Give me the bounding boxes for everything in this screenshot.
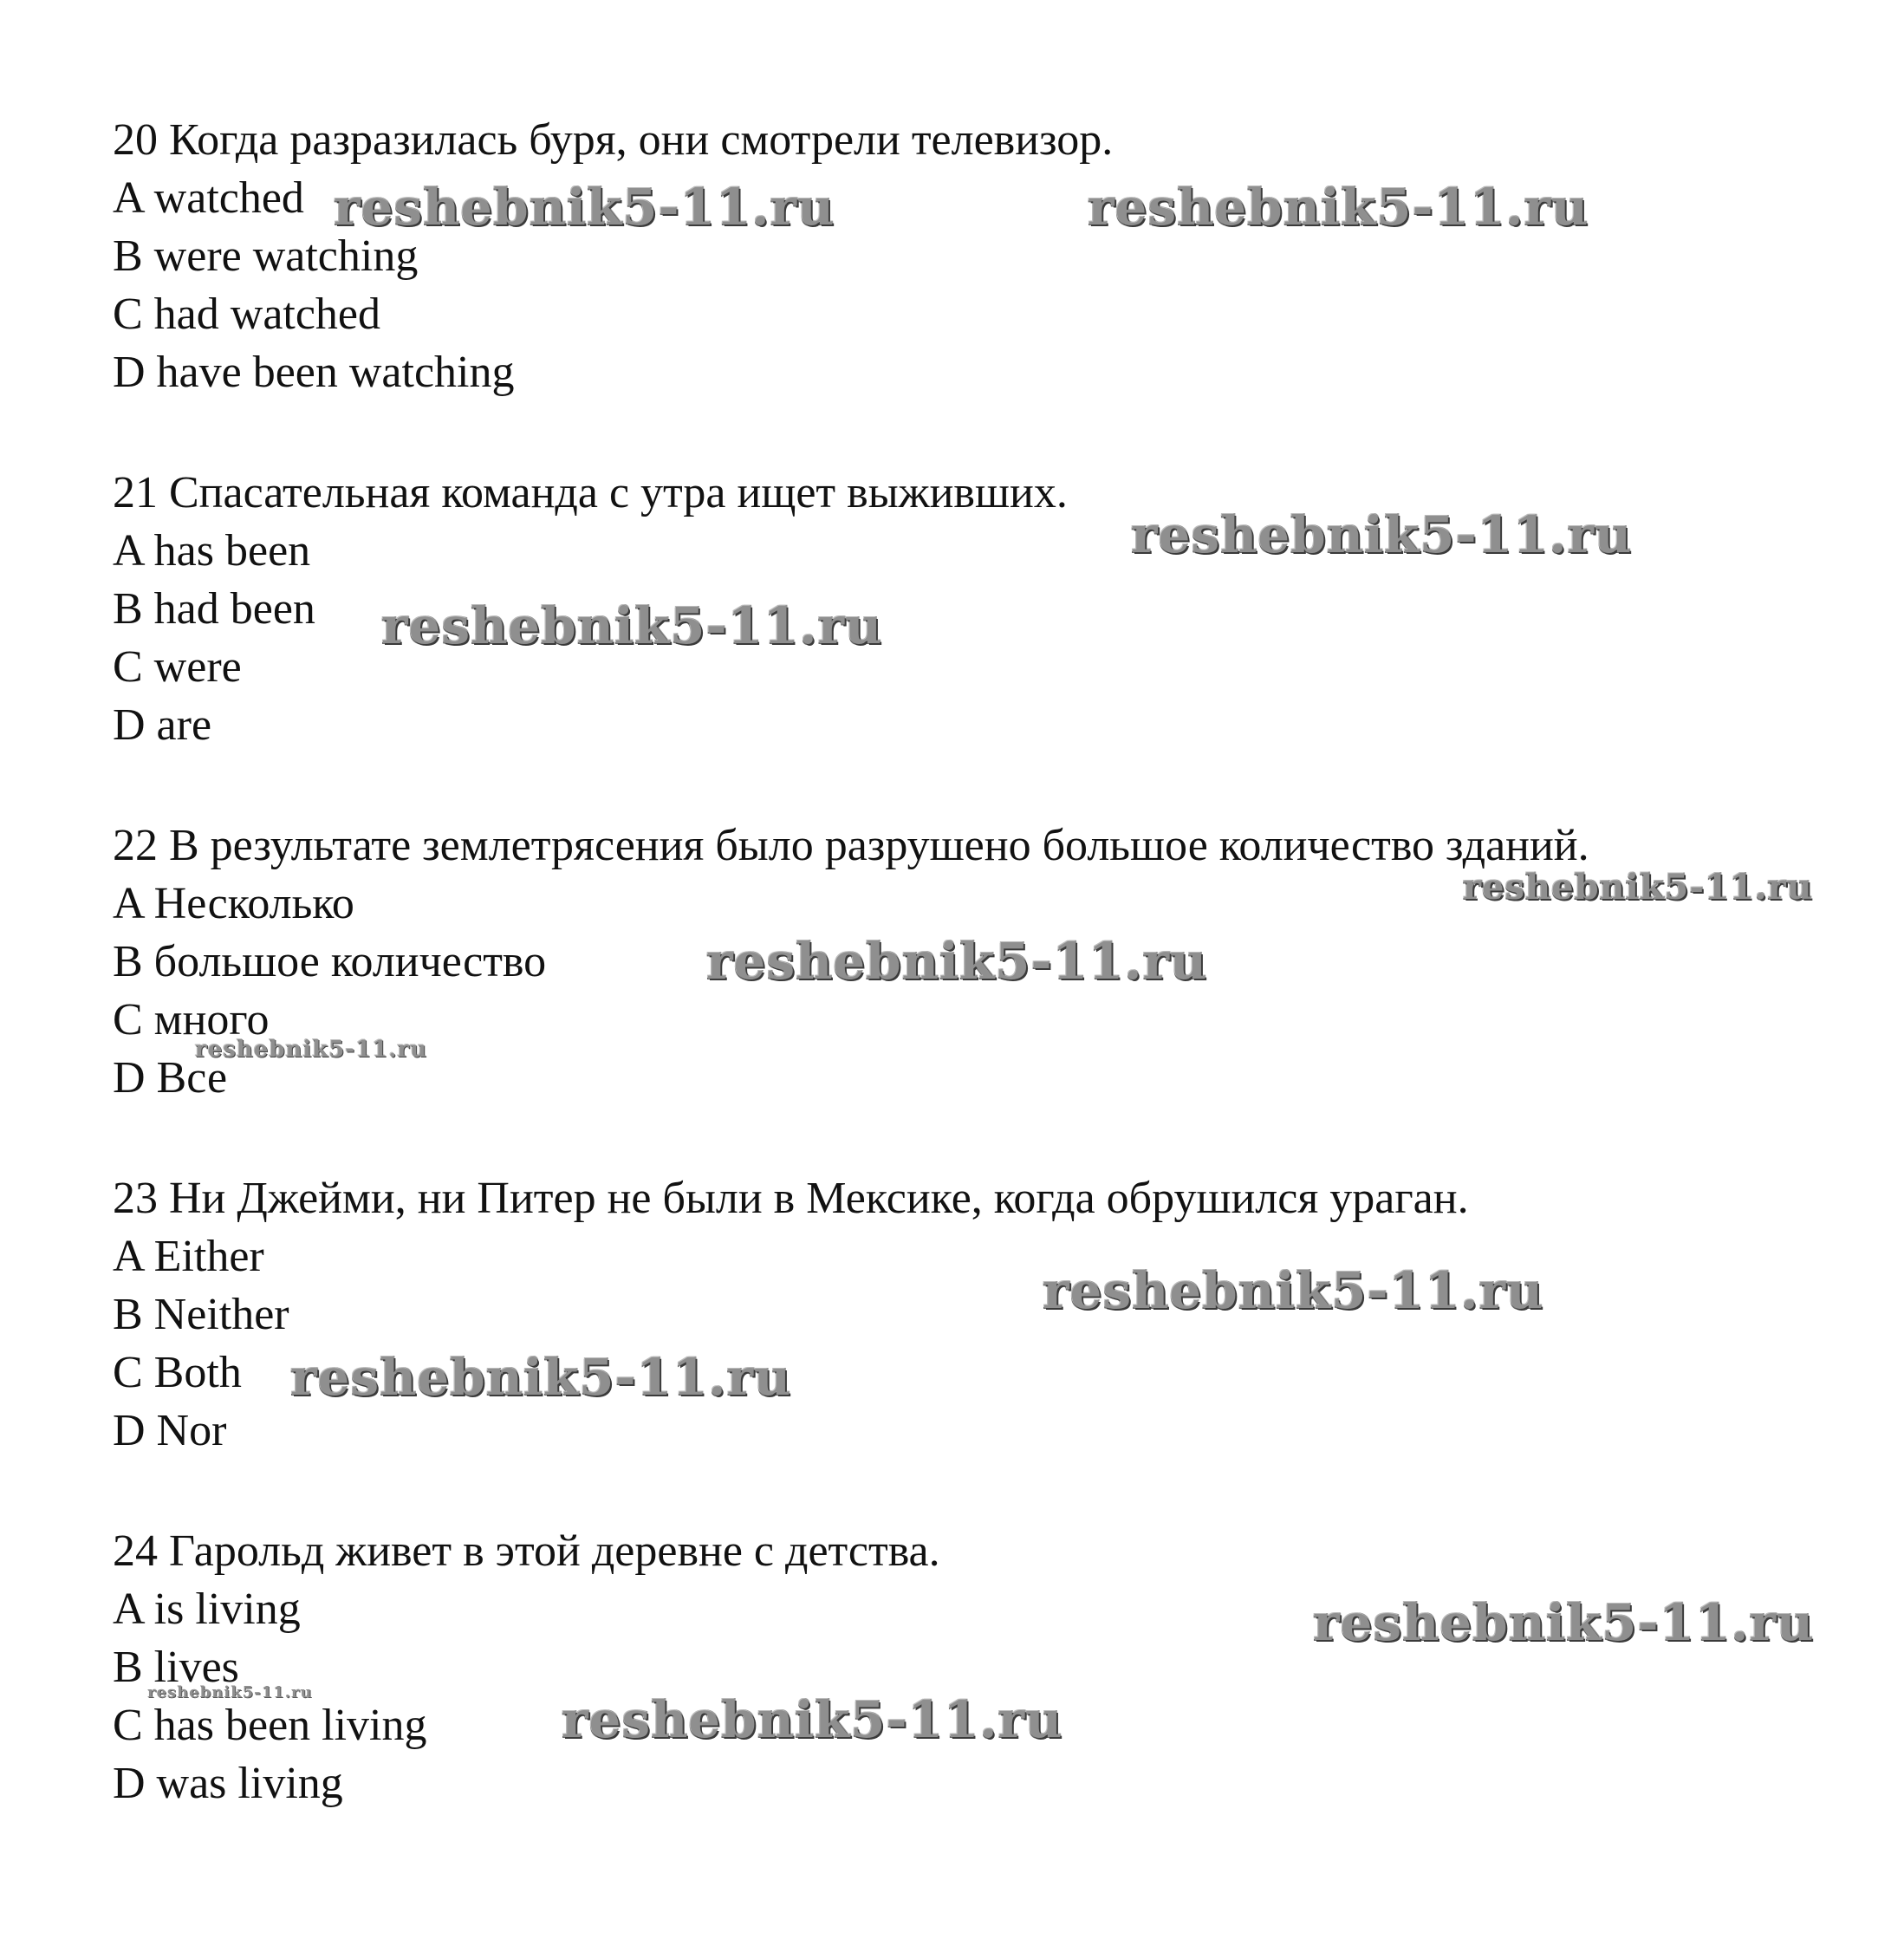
watermark: reshebnik5-11.ru <box>706 932 1208 991</box>
watermark: reshebnik5-11.ru <box>381 596 883 655</box>
option-d: D are <box>113 700 212 750</box>
question-text: 22 В результате землетрясения было разрушено большое количество зданий. <box>113 821 1589 870</box>
question-text: 23 Ни Джейми, ни Питер не были в Мексике, когда обрушился ураган. <box>113 1174 1469 1223</box>
question-20 <box>113 111 1846 401</box>
option-a: A watched <box>113 173 304 223</box>
option-c: C has been living <box>113 1701 427 1750</box>
watermark: reshebnik5-11.ru <box>1463 867 1813 908</box>
watermark: reshebnik5-11.ru <box>334 178 835 237</box>
option-b: B Neither <box>113 1290 289 1339</box>
option-a: A Несколько <box>113 879 354 928</box>
option-b: B were watching <box>113 231 419 281</box>
option-c: C were <box>113 642 242 692</box>
question-text: 21 Спасательная команда с утра ищет выживших. <box>113 468 1068 517</box>
option-a: A has been <box>113 526 311 576</box>
option-d: D was living <box>113 1759 343 1808</box>
watermark: reshebnik5-11.ru <box>562 1690 1063 1749</box>
option-a: A is living <box>113 1584 301 1634</box>
watermark: reshebnik5-11.ru <box>1131 505 1633 564</box>
option-b: B had been <box>113 584 315 634</box>
question-text: 20 Когда разразилась буря, они смотрели телевизор. <box>113 115 1114 165</box>
question-24 <box>113 1522 1846 1812</box>
question-23 <box>113 1169 1846 1460</box>
watermark: reshebnik5-11.ru <box>1313 1593 1815 1652</box>
option-b: B большое количество <box>113 937 547 986</box>
option-d: D Nor <box>113 1406 227 1455</box>
question-text: 24 Гарольд живет в этой деревне с детства. <box>113 1526 940 1576</box>
option-c: C много <box>113 995 270 1044</box>
option-d: D Все <box>113 1053 228 1103</box>
option-d: D have been watching <box>113 348 515 397</box>
watermark: reshebnik5-11.ru <box>290 1348 792 1407</box>
option-c: C Both <box>113 1348 242 1397</box>
watermark: reshebnik5-11.ru <box>147 1683 313 1702</box>
watermark: reshebnik5-11.ru <box>1043 1261 1544 1320</box>
option-b: B lives <box>113 1643 239 1692</box>
option-c: C had watched <box>113 290 381 339</box>
watermark: reshebnik5-11.ru <box>1088 178 1589 237</box>
option-a: A Either <box>113 1232 264 1281</box>
watermark: reshebnik5-11.ru <box>195 1037 428 1063</box>
